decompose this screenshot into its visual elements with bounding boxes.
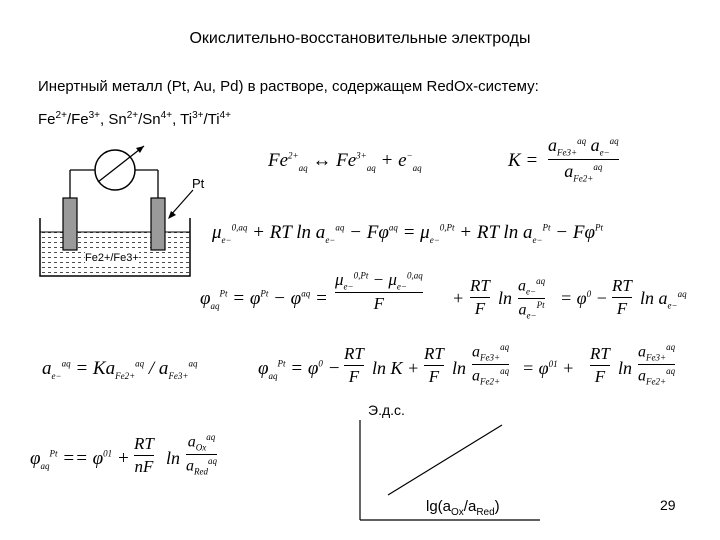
equation-potential-frac4: RT F [590,344,610,386]
electrode-label: Pt [192,176,205,191]
equation-potential-frac2: RT F [424,344,444,386]
equation-electron-activity: $a_{e-}^{aq} = Ka_{Fe2+}^{aq} / a_{Fe3+}^{aq}$ [42,358,198,381]
equation-mu-balance: $\mu_{e-}^{0,aq}$ + RT $\ln a_{e-}^{aq} - F\varphi^{aq} = \mu_{e-}^{0,Pt}$ + RT $\ln a_{e-}^{Pt} - F\varphi^{Pt}$ [212,222,603,245]
equation-potential-diff: $\varphi_{aq}^{Pt} = \varphi^{Pt} - \varphi^{aq}$ = [200,288,328,311]
ln-term-2: ln [452,358,467,378]
plot-line [388,425,502,495]
equation-potential-frac5: $a_{Fe3+}^{aq}$ $a_{Fe2+}^{aq}$ [638,342,676,387]
equation-reaction: $Fe^{2+}_{aq}$ ↔ $Fe^{3+}_{aq} + e^-_{aq}$ [268,150,422,173]
equation-K-fraction: $a_{Fe3+}^{aq}$ $a_{e-}^{aq}$ $a_{Fe2+}^{aq}$ [548,135,619,184]
equation-potential: $\varphi_{aq}^{Pt} = \varphi^0$ − [258,358,341,381]
equation-potential-diff-frac4: RT F [612,276,632,318]
equation-potential-frac3: $a_{Fe3+}^{aq}$ $a_{Fe2+}^{aq}$ [472,342,510,387]
plus-sign: + [452,288,465,308]
voltmeter-icon [95,150,135,190]
plot-x-label: $\lg(a_{Ox}/a_{Red})$ [426,498,500,518]
equation-nernst-frac2: $a_{Ox}^{aq}$ $a_{Red}^{aq}$ [186,432,217,477]
ln-term-4: ln [166,448,181,468]
redox-couples [38,110,231,128]
ln-ae-term: $\ln a_{e-}^{aq}$ [640,288,687,311]
couple-1: $Fe^{2+}/Fe^{3+}$, [38,110,109,128]
left-electrode [63,198,77,250]
lnK-term: ln K + [372,358,420,378]
equation-nernst-frac1: RT nF [134,434,154,476]
intro-text: Инертный металл (Pt, Au, Pd) в растворе, содержащем RedOx-систему: [38,78,539,95]
solution-label: Fe2+/Fe3+ [85,252,139,264]
ln-term-3: ln [618,358,633,378]
equation-potential-diff-frac1: $\mu_{e-}^{0,Pt} - \mu_{e-}^{0,aq}$ F [335,270,423,314]
slide-title: Окислительно-восстановительные электроды [189,30,531,47]
equation-K: K = [508,150,539,171]
equation-potential-diff-frac2: RT F [470,276,490,318]
right-electrode [151,198,165,250]
equation-nernst: $\varphi_{aq}^{Pt} == \varphi^{01}$ + [30,448,130,471]
page-number: 29 [660,497,676,513]
equation-potential-diff-tail: = $\varphi^0$ − [560,288,608,308]
couple-3: $Ti^{3+}/Ti^{4+}$ [180,110,232,128]
plot-y-label: Э.д.с. [368,402,405,418]
equation-potential-diff-frac3: $a_{e-}^{aq}$ $a_{e-}^{Pt}$ [518,276,546,321]
equation-potential-eq: = $\varphi^{01}$ + [522,358,575,378]
ln-term: ln [498,288,513,308]
equation-potential-frac1: RT F [344,344,364,386]
couple-2: $Sn^{2+}/Sn^{4+}$, [108,110,181,128]
